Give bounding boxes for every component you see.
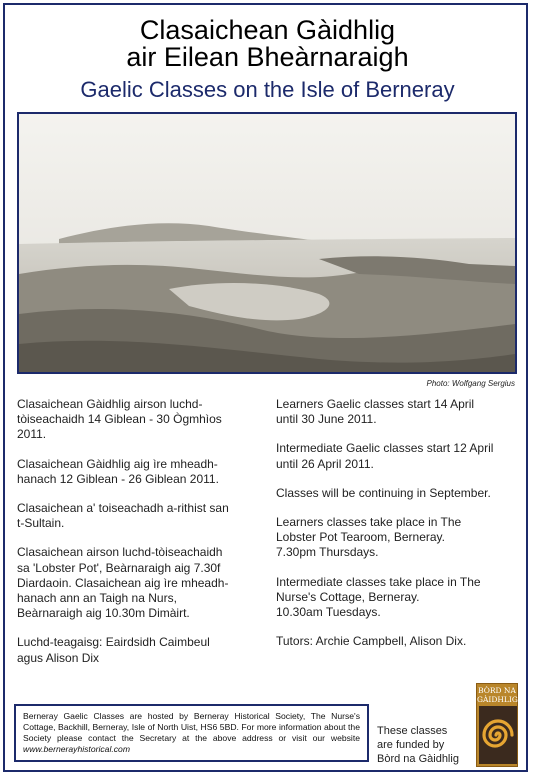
gaelic-paragraph: Clasaichean Gàidhlig aig ìre mheadh- hanach 12 Giblean - 26 Giblean 2011. xyxy=(17,456,219,486)
footer-info-box xyxy=(14,704,369,762)
gaelic-paragraph: Luchd-teagaisg: Eairdsidh Caimbeul agus Alison Dix xyxy=(17,635,210,665)
gaelic-paragraph: Clasaichean airson luchd-tòiseachaidh sa 'Lobster Pot', Beàrnaraigh aig 7.30f Diardaoin. Clasaichean aig ìre mheadh- hanach ann an Taigh na Nurs, Beàrnaraigh aig 10.30m Dimàirt. xyxy=(17,545,229,621)
logo-text: BÒRD NA GÀIDHLIG xyxy=(477,686,518,704)
bord-na-gaidhlig-logo xyxy=(476,683,518,767)
english-column xyxy=(276,397,516,663)
gaelic-column xyxy=(17,397,265,680)
english-paragraph: Learners Gaelic classes start 14 April until 30 June 2011. xyxy=(276,397,475,427)
photo-credit: Photo: Wolfgang Sergius xyxy=(426,379,515,388)
gaelic-paragraph: Clasaichean a' toiseachadh a-rithist san t-Sultain. xyxy=(17,501,229,531)
funded-by-text: These classes are funded by Bòrd na Gàidhlig xyxy=(377,725,459,765)
gaelic-paragraph: Clasaichean Gàidhlig airson luchd- tòiseachaidh 14 Giblean - 30 Ògmhìos 2011. xyxy=(17,397,222,442)
english-paragraph: Classes will be continuing in September. xyxy=(276,485,491,500)
english-paragraph: Intermediate classes take place in The Nurse's Cottage, Berneray. 10.30am Tuesdays. xyxy=(276,574,481,620)
landscape-photo xyxy=(17,112,517,374)
title-gaelic-line1: Clasaichean Gàidhlig xyxy=(139,15,396,45)
title-gaelic-line2: air Eilean Bheàrnaraigh xyxy=(126,42,409,72)
website-link[interactable]: www.bernerayhistorical.com xyxy=(23,744,130,754)
title-english: Gaelic Classes on the Isle of Berneray xyxy=(80,77,455,102)
english-paragraph: Intermediate Gaelic classes start 12 April until 26 April 2011. xyxy=(276,441,494,471)
footer-info-text: Berneray Gaelic Classes are hosted by Berneray Historical Society, The Nurse's Cottage, Backhill, Berneray, Isle of North Uist, HS6 5BD. For more information about the Society please contact the Secretary at the above address or visit our website xyxy=(23,711,360,743)
english-paragraph: Learners classes take place in The Lobster Pot Tearoom, Berneray. 7.30pm Thursdays. xyxy=(276,515,462,560)
swirl-icon xyxy=(479,706,517,764)
english-paragraph: Tutors: Archie Campbell, Alison Dix. xyxy=(276,634,467,649)
